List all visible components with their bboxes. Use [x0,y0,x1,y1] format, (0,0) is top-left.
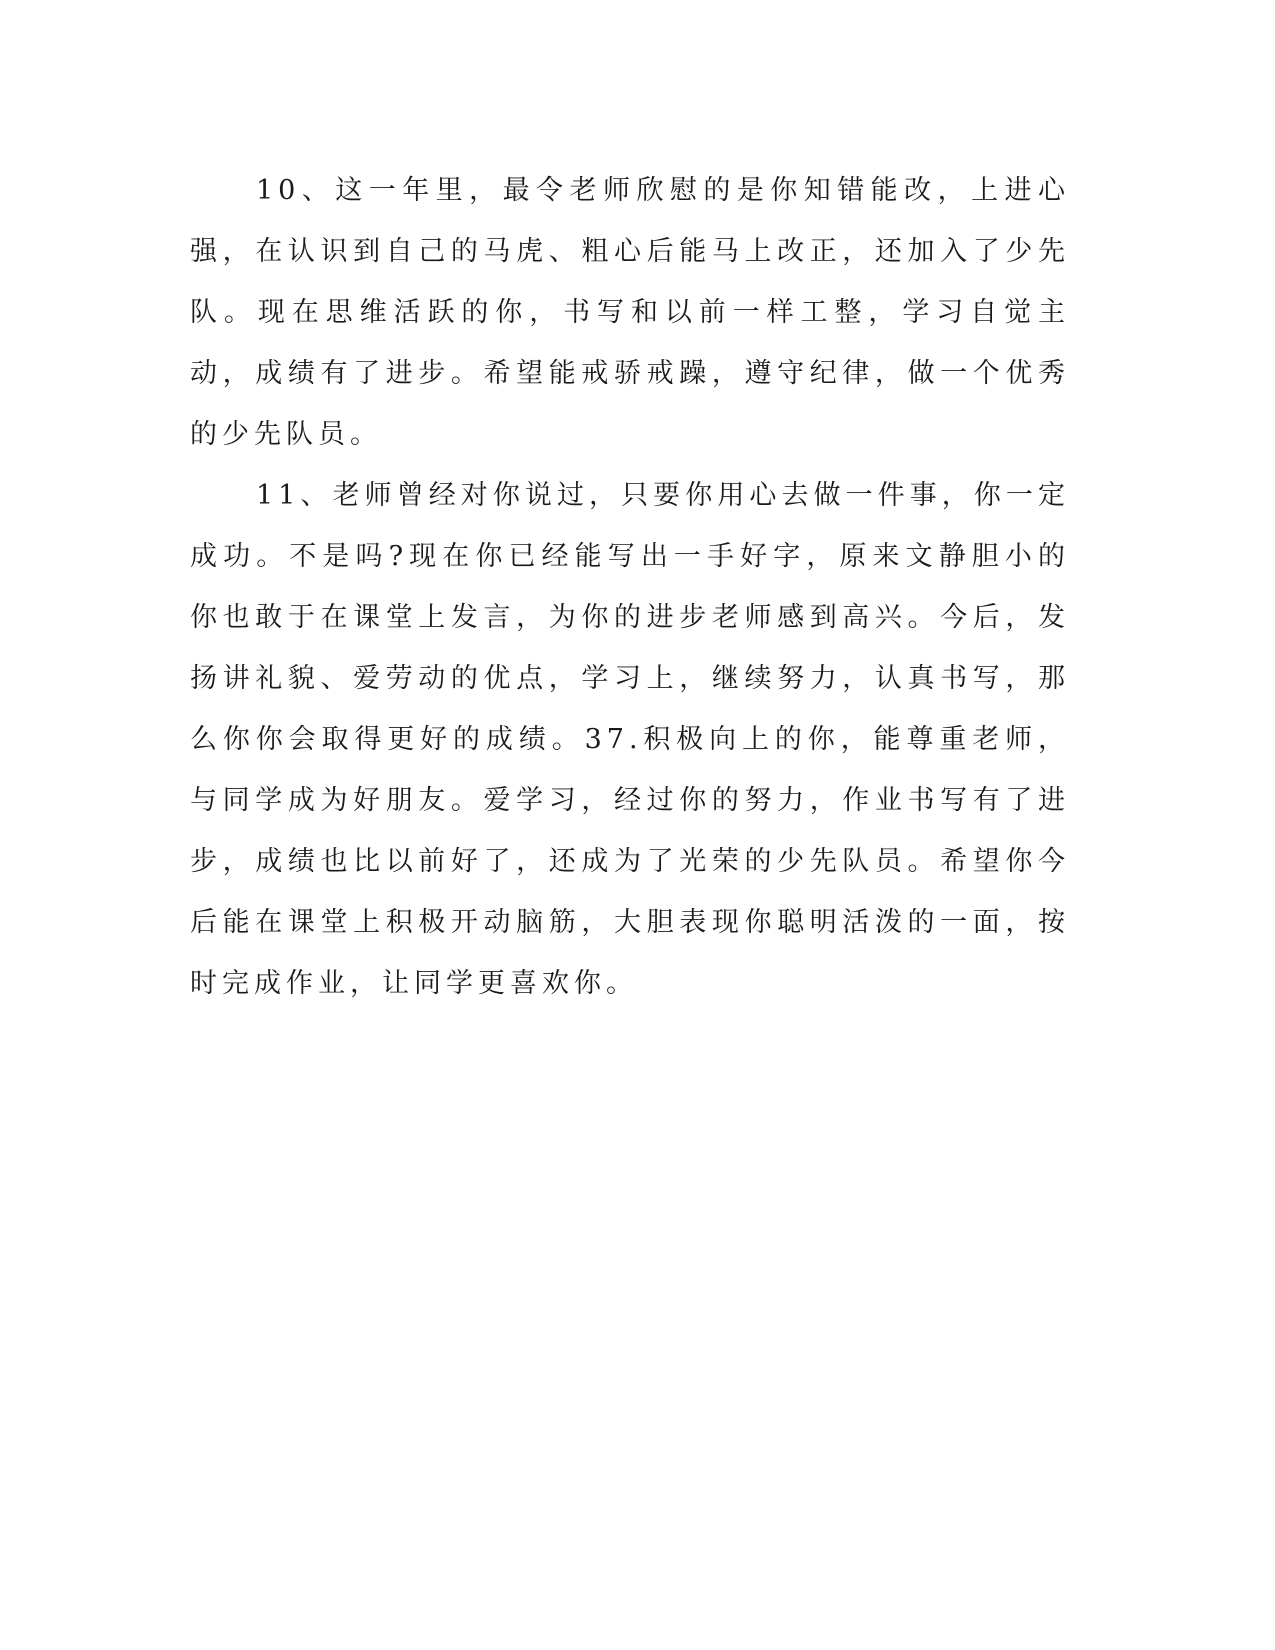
document-body [190,160,1070,1014]
paragraph-11: 11、老师曾经对你说过，只要你用心去做一件事，你一定成功。不是吗?现在你已经能写出一手好字，原来文静胆小的你也敢于在课堂上发言，为你的进步老师感到高兴。今后，发扬讲礼貌、爱劳动的优点，学习上，继续努力，认真书写，那么你你会取得更好的成绩。37.积极向上的你，能尊重老师，与同学成为好朋友。爱学习，经过你的努力，作业书写有了进步，成绩也比以前好了，还成为了光荣的少先队员。希望你今后能在课堂上积极开动脑筋，大胆表现你聪明活泼的一面，按时完成作业，让同学更喜欢你。 [190,480,1070,999]
paragraph-10: 10、这一年里，最令老师欣慰的是你知错能改，上进心强，在认识到自己的马虎、粗心后能马上改正，还加入了少先队。现在思维活跃的你，书写和以前一样工整，学习自觉主动，成绩有了进步。希望能戒骄戒躁，遵守纪律，做一个优秀的少先队员。 [190,175,1070,450]
